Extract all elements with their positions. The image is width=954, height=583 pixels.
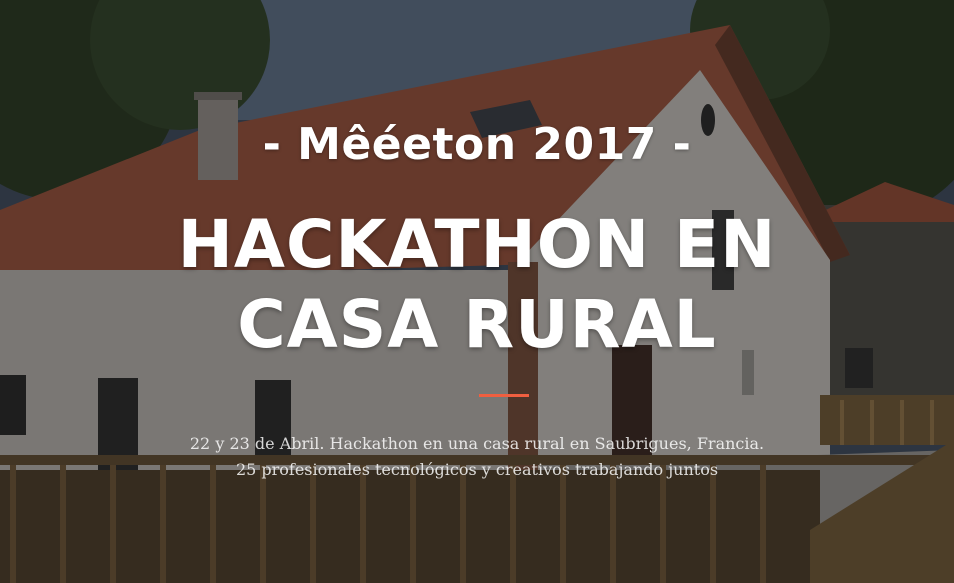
headline-line-1: HACKATHON EN: [177, 206, 777, 283]
accent-divider: [479, 394, 529, 397]
headline-line-2: CASA RURAL: [237, 286, 717, 363]
description-line-1: 22 y 23 de Abril. Hackathon en una casa rural en Saubrigues, Francia.: [189, 434, 765, 453]
description-line-2: 25 profesionales tecnológicos y creativos trabajando juntos: [235, 460, 719, 479]
page-title: [0, 205, 954, 365]
event-subtitle: - Mêéeton 2017 -: [262, 119, 692, 170]
event-description: [0, 431, 954, 483]
